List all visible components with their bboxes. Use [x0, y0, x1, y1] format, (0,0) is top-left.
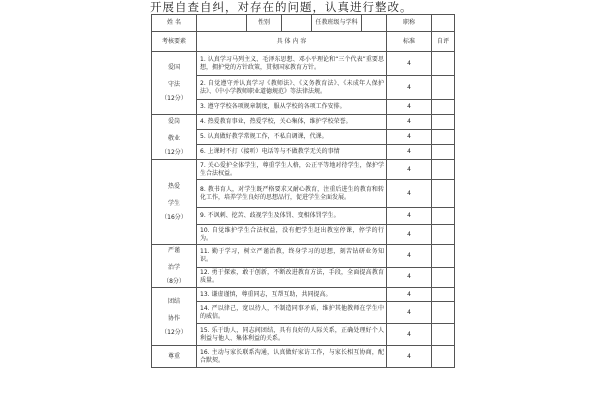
- self-eval-cell[interactable]: [432, 346, 455, 368]
- category-name: 团结 协作: [167, 297, 180, 322]
- criterion-text: 4. 热爱教育事业，热爱学校，关心集体，维护学校荣誉。: [197, 115, 387, 130]
- criterion-text: 2. 自觉遵守并认真学习《教师法》、《义务教育法》、《未成年人保护法》、《中小学教师职业道德规范》等法律法规。: [197, 76, 387, 100]
- table-row: [152, 288, 455, 302]
- self-eval-cell[interactable]: [432, 145, 455, 160]
- table-row: [152, 346, 455, 368]
- page-heading: 开展自查自纠，对存在的问题，认真进行整改。: [150, 0, 413, 14]
- self-eval-cell[interactable]: [432, 52, 455, 76]
- criterion-text: 7. 关心爱护全体学生，尊重学生人格，公正平等地对待学生，保护学生合法权益。: [197, 160, 387, 180]
- standard-score: 4: [387, 267, 432, 287]
- table-row: [152, 267, 455, 287]
- self-eval-cell[interactable]: [432, 288, 455, 302]
- evaluation-table: [151, 14, 455, 368]
- category-name: 爱国 守法: [167, 64, 180, 88]
- criterion-text: 10. 自觉维护学生合法权益，没有把学生赶出教室停课，停学的行为。: [197, 225, 387, 245]
- category-points: （8分）: [163, 278, 185, 285]
- criterion-text: 5. 认真做好教学常规工作，不私自调课，代课。: [197, 130, 387, 145]
- standard-score: 4: [387, 324, 432, 346]
- criterion-text: 3. 遵守学校各项规章制度，服从学校的各项工作安排。: [197, 100, 387, 115]
- standard-score: 4: [387, 76, 432, 100]
- table-row: [152, 302, 455, 324]
- self-eval-cell[interactable]: [432, 267, 455, 287]
- category-name: 热爱 学生: [167, 183, 180, 207]
- category-cell: [152, 288, 197, 346]
- self-eval-cell[interactable]: [432, 324, 455, 346]
- standard-score: 4: [387, 245, 432, 268]
- category-cell: [152, 346, 197, 368]
- category-points: （16分）: [161, 214, 187, 221]
- name-field[interactable]: [197, 15, 247, 32]
- content-header: 具 体 内 容: [197, 32, 387, 52]
- class-subject-label: 任教班级与学科: [312, 15, 362, 32]
- table-row: [152, 160, 455, 180]
- table-row: [152, 76, 455, 100]
- standard-score: 4: [387, 115, 432, 130]
- category-cell: [152, 160, 197, 245]
- standard-score: 4: [387, 145, 432, 160]
- title-field[interactable]: [432, 15, 455, 32]
- criterion-text: 13. 谦虚谨慎，尊重同志，互帮互助，共同提高。: [197, 288, 387, 302]
- title-label: 职称: [387, 15, 432, 32]
- table-row: [152, 180, 455, 208]
- table-row: [152, 115, 455, 130]
- table-row: [152, 225, 455, 245]
- standard-score: 4: [387, 302, 432, 324]
- standard-score: 4: [387, 225, 432, 245]
- category-name: 严谨 治学: [167, 247, 180, 271]
- standard-score: 4: [387, 346, 432, 368]
- category-cell: [152, 52, 197, 115]
- table-row: [152, 100, 455, 115]
- category-points: （12分）: [161, 149, 187, 156]
- gender-label: 性别: [247, 15, 282, 32]
- criterion-text: 1. 认真学习马列主义、毛泽东思想、邓小平理论和“三个代表”重要思想，拥护党的方针政策，贯彻国家教育方针。: [197, 52, 387, 76]
- standard-score: 4: [387, 100, 432, 115]
- self-eval-cell[interactable]: [432, 130, 455, 145]
- header-row: [152, 32, 455, 52]
- table-row: [152, 145, 455, 160]
- self-eval-cell[interactable]: [432, 208, 455, 225]
- standard-score: 4: [387, 160, 432, 180]
- self-eval-cell[interactable]: [432, 100, 455, 115]
- criterion-text: 15. 乐于助人，同志间团结，具有良好的人际关系，正确处理好个人利益与他人、集体利益的关系。: [197, 324, 387, 346]
- category-name: 尊重: [167, 353, 180, 360]
- self-eval-cell[interactable]: [432, 76, 455, 100]
- criterion-text: 6. 上课时不打（接听）电话等与不做教学无关的事情: [197, 145, 387, 160]
- table-row: [152, 245, 455, 268]
- standard-score: 4: [387, 52, 432, 76]
- gender-field[interactable]: [282, 15, 312, 32]
- standard-score: 4: [387, 130, 432, 145]
- self-eval-header: 自评: [432, 32, 455, 52]
- criterion-text: 8. 教书育人，对学生既严格要求又耐心教育，注重后进生的教育和转化工作，培养学生良好的思想品行，促进学生全面发展。: [197, 180, 387, 208]
- category-name: 爱岗 敬业: [167, 118, 180, 142]
- category-points: （12分）: [161, 328, 187, 336]
- self-eval-cell[interactable]: [432, 225, 455, 245]
- name-label: 姓 名: [152, 15, 197, 32]
- self-eval-cell[interactable]: [432, 302, 455, 324]
- criterion-text: 14. 严以律己，宽以待人，不制造同事矛盾，维护其他教师在学生中的威信。: [197, 302, 387, 324]
- criterion-text: 12. 勇于探索，敢于创新，不断改进教育方法，手段，全面提高教育质量。: [197, 267, 387, 287]
- criterion-text: 16. 主动与家长联系沟通，认真做好家访工作，与家长相互协商，配合默契。: [197, 346, 387, 368]
- criterion-text: 9. 不讽刺、挖苦、歧视学生及体罚、变相体罚学生。: [197, 208, 387, 225]
- self-eval-cell[interactable]: [432, 115, 455, 130]
- criterion-text: 11. 勤于学习，树立严谨治教，终身学习的思想，刻苦钻研业务知识。: [197, 245, 387, 268]
- class-subject-field[interactable]: [362, 15, 387, 32]
- standard-header: 标准: [387, 32, 432, 52]
- category-header: 考核要素: [152, 32, 197, 52]
- standard-score: 4: [387, 208, 432, 225]
- table-row: [152, 52, 455, 76]
- info-row: [152, 15, 455, 32]
- table-row: [152, 324, 455, 346]
- self-eval-cell[interactable]: [432, 245, 455, 268]
- category-cell: [152, 115, 197, 160]
- self-eval-cell[interactable]: [432, 180, 455, 208]
- table-row: [152, 208, 455, 225]
- category-cell: [152, 245, 197, 288]
- self-eval-cell[interactable]: [432, 160, 455, 180]
- category-points: （12分）: [161, 95, 187, 102]
- table-row: [152, 130, 455, 145]
- standard-score: 4: [387, 288, 432, 302]
- standard-score: 4: [387, 180, 432, 208]
